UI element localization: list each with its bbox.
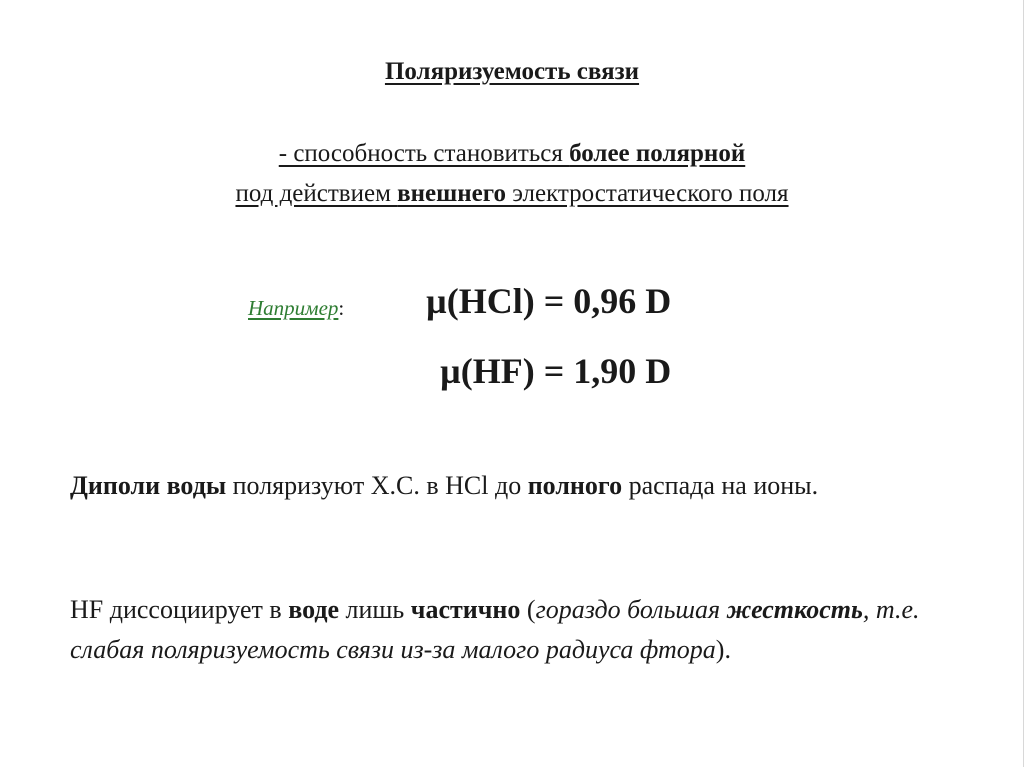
bold-water: воде — [288, 595, 340, 624]
paragraph-text: HF диссоциирует в — [70, 595, 289, 624]
paragraph-text: лишь — [339, 595, 411, 624]
paragraph-text: ). — [715, 635, 731, 664]
bold-partially: частично — [410, 595, 521, 624]
definition-bold-polar: более полярной — [569, 140, 746, 167]
example-label — [248, 296, 344, 321]
definition-text: электростатического поля — [506, 180, 789, 207]
italic-text: , т.е. слабая поляризуемость связи из-за малого радиуса фтора — [70, 595, 920, 664]
paragraph-water-dipoles — [70, 466, 970, 506]
example-colon: : — [338, 296, 345, 320]
bold-italic-rigidity: жесткость — [726, 595, 863, 624]
definition-line-2 — [0, 180, 1024, 208]
formula-hf: µ(HF) = 1,90 D — [440, 351, 672, 391]
paragraph-hf-dissociation — [70, 590, 970, 670]
definition-bold-external: внешнего — [397, 180, 506, 207]
italic-text: гораздо большая — [535, 595, 727, 624]
definition-line-1 — [0, 140, 1024, 168]
definition-text: под действием — [235, 180, 398, 207]
paragraph-text: ( — [520, 595, 536, 624]
formula-hcl: µ(HCl) = 0,96 D — [426, 281, 672, 321]
slide-title: Поляризуемость связи — [384, 58, 640, 85]
bold-water-dipoles: Диполи воды — [70, 471, 227, 500]
paragraph-text: распада на ионы. — [622, 471, 819, 500]
definition-text: - способность становиться — [278, 140, 570, 167]
bold-full: полного — [527, 471, 623, 500]
paragraph-text: поляризуют Х.С. в HCl до — [226, 471, 528, 500]
example-label-text: Например — [248, 296, 339, 320]
